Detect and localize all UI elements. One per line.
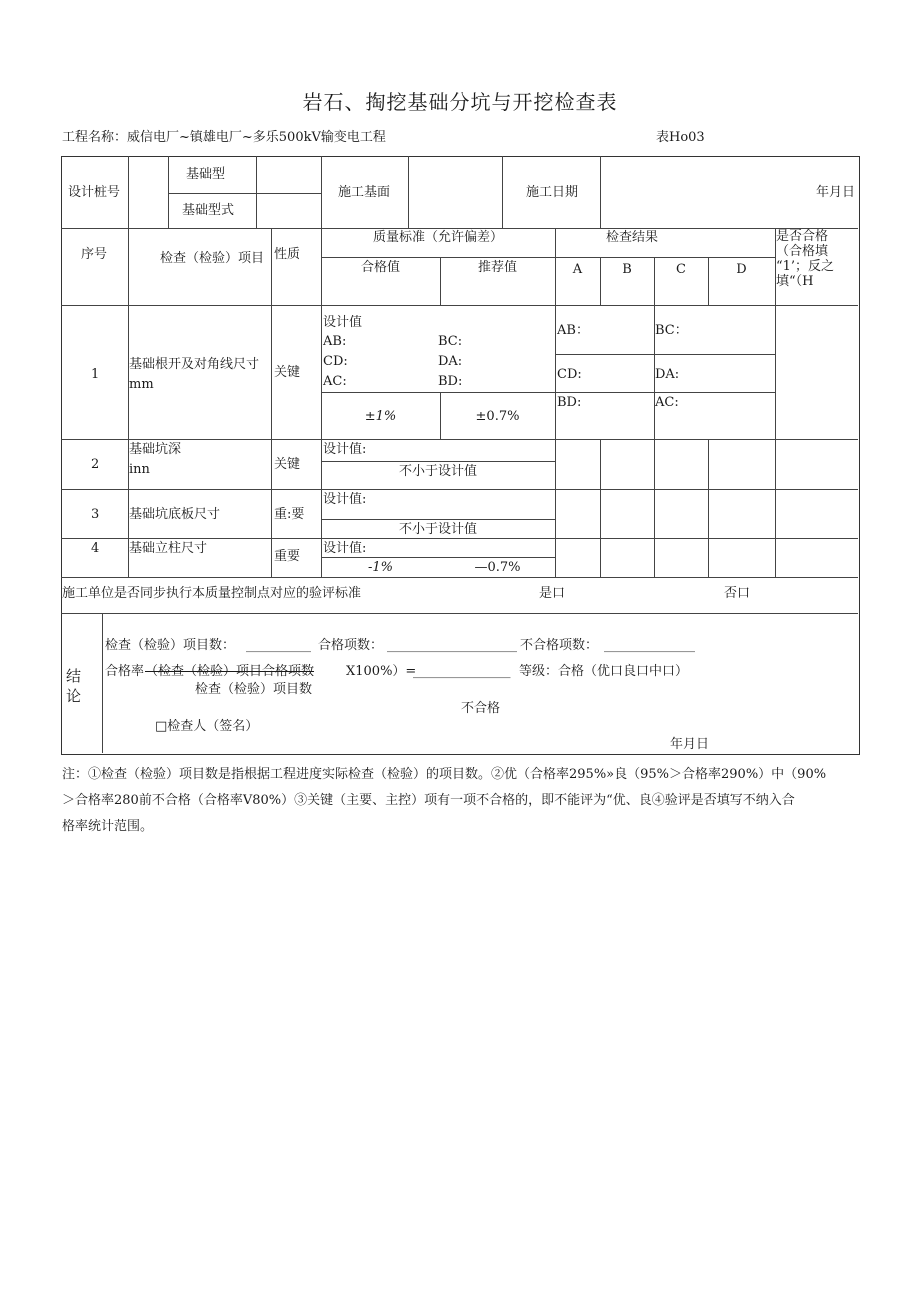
grid-line	[321, 156, 322, 577]
grid-line	[168, 193, 321, 194]
col-pass-3: “1’；反之	[776, 259, 835, 274]
inspection-date: 年月日	[670, 737, 710, 752]
grid-line	[321, 461, 555, 462]
pass-rate-blank[interactable]: _______________	[413, 664, 511, 679]
row1-bd: BD:	[438, 374, 463, 389]
construction-date-value: 年月日	[816, 185, 856, 200]
row1-result-bd: BD:	[557, 395, 582, 410]
footnote-line-1: 注：①检查（检验）项目数是指根据工程进度实际检查（检验）的项目数。②优（合格率295%»良（95%＞合格率290%）中（90%	[62, 767, 827, 782]
row1-nature: 关键	[274, 365, 301, 380]
row2-item: 基础坑深	[129, 442, 182, 457]
row1-ab: AB:	[323, 334, 347, 349]
row1-item: 基础根开及对角线尺寸	[129, 357, 260, 372]
construction-date-label: 施工日期	[526, 185, 579, 200]
unqualified-count-blank[interactable]: ______________	[604, 638, 695, 653]
grid-line	[61, 577, 858, 578]
grid-line	[708, 439, 709, 577]
project-name: 工程名称：威信电厂~镇雄电厂~多乐500kV输变电工程	[62, 130, 386, 145]
row1-qualified: ±1%	[364, 409, 397, 424]
sync-yes-checkbox[interactable]: 是口	[539, 586, 566, 601]
col-recommended-value: 推荐值	[477, 260, 517, 275]
col-b: B	[622, 262, 632, 277]
row2-nature: 关键	[274, 457, 301, 472]
col-item-text: 检查（检验）项目	[160, 251, 265, 266]
grid-line	[321, 392, 775, 393]
row1-result-bc: BC：	[655, 323, 688, 338]
row4-recommended: —0.7%	[474, 560, 521, 575]
grid-line	[256, 156, 257, 228]
row3-item: 基础坑底板尺寸	[129, 507, 221, 522]
grid-line	[600, 156, 601, 228]
col-c: C	[676, 262, 686, 277]
col-qualified-value: 合格值	[360, 260, 400, 275]
row4-item: 基础立柱尺寸	[129, 541, 208, 556]
construction-base-label: 施工基面	[338, 185, 391, 200]
col-seq: 序号	[81, 247, 108, 262]
col-a: A	[572, 262, 583, 277]
row4-no: 4	[91, 541, 100, 556]
row4-qualified: -1%	[367, 560, 394, 575]
pass-rate-multiplier: X100%）=	[346, 664, 417, 679]
col-pass-4: 填“（H	[776, 274, 814, 289]
foundation-form-label: 基础型式	[182, 203, 235, 218]
pass-rate-denominator: 检查（检验）项目数	[195, 682, 313, 697]
grid-line	[61, 489, 858, 490]
footnote	[62, 762, 860, 840]
grid-line	[321, 519, 555, 520]
unqualified-text: 不合格	[461, 701, 501, 716]
row3-standard: 不小于设计值	[398, 522, 477, 537]
grid-line	[168, 156, 169, 228]
row2-design: 设计值:	[323, 442, 367, 457]
conclusion-label-2: 论	[66, 687, 82, 705]
row1-result-ac: AC:	[655, 395, 679, 410]
grid-line	[102, 613, 103, 753]
row2-standard: 不小于设计值	[398, 464, 477, 479]
row1-bc: BC:	[438, 334, 463, 349]
grid-line	[555, 354, 775, 355]
col-d: D	[736, 262, 747, 277]
row1-result-ab: AB：	[557, 323, 589, 338]
row1-no: 1	[91, 367, 100, 382]
row1-ac: AC:	[323, 374, 347, 389]
qualified-count-blank[interactable]: ____________________	[387, 638, 517, 653]
col-nature: 性质	[274, 247, 301, 262]
row4-design: 设计值:	[323, 541, 367, 556]
grid-line	[61, 305, 858, 306]
pass-rate-label: 合格率	[105, 664, 145, 679]
inspector-signature[interactable]: □检查人（签名）	[155, 719, 259, 734]
row1-cd: CD:	[323, 354, 348, 369]
row1-recommended: ±0.7%	[475, 409, 520, 424]
row3-no: 3	[91, 507, 100, 522]
row2-unit: inn	[129, 462, 150, 477]
row1-design: 设计值	[323, 315, 363, 330]
row1-unit: mm	[129, 377, 154, 392]
sync-label: 施工单位是否同步执行本质量控制点对应的验评标准	[62, 586, 362, 601]
grid-line	[555, 228, 556, 577]
grid-line	[600, 439, 601, 577]
grid-line	[271, 228, 272, 577]
foundation-type-label: 基础型	[186, 167, 226, 182]
page-title: 岩石、掏挖基础分坑与开挖检查表	[302, 90, 618, 114]
sync-no-checkbox[interactable]: 否口	[724, 586, 751, 601]
footnote-line-3: 格率统计范围。	[62, 819, 154, 834]
row3-design: 设计值:	[323, 492, 367, 507]
grid-line	[61, 613, 858, 614]
row1-result-da: DA:	[655, 367, 680, 382]
unqualified-count-label: 不合格项数：	[520, 638, 599, 653]
row1-result-cd: CD:	[557, 367, 582, 382]
col-standard: 质量标准（允许偏差）	[372, 230, 503, 245]
design-pile-label: 设计桩号	[68, 185, 121, 200]
pass-rate-numerator: （检查（检验）项目合格项数	[145, 664, 315, 679]
grid-line	[61, 439, 858, 440]
grade-options: 等级：合格（优口良口中口）	[519, 664, 689, 679]
row2-no: 2	[91, 457, 100, 472]
col-item	[160, 248, 264, 269]
item-count-blank[interactable]: __________	[246, 638, 311, 653]
form-number: 表Ho03	[656, 130, 705, 145]
conclusion-label-1: 结	[66, 667, 82, 685]
row3-nature: 重:要	[274, 507, 305, 522]
conclusion-label	[66, 666, 82, 706]
grid-line	[654, 257, 655, 577]
col-pass-2: （合格填	[776, 244, 829, 259]
row1-da: DA:	[438, 354, 463, 369]
grid-line	[502, 156, 503, 228]
item-count-label: 检查（检验）项目数：	[105, 638, 236, 653]
qualified-count-label: 合格项数：	[318, 638, 384, 653]
row4-nature: 重要	[274, 549, 301, 564]
grid-line	[321, 257, 775, 258]
grid-line	[408, 156, 409, 228]
col-results: 检查结果	[605, 230, 658, 245]
col-pass-1: 是否合格	[776, 229, 829, 244]
footnote-line-2: ＞合格率280前不合格（合格率V80%）③关键（主要、主控）项有一项不合格的，即不能评为“优、良④验评是否填写不纳入合	[62, 793, 795, 808]
